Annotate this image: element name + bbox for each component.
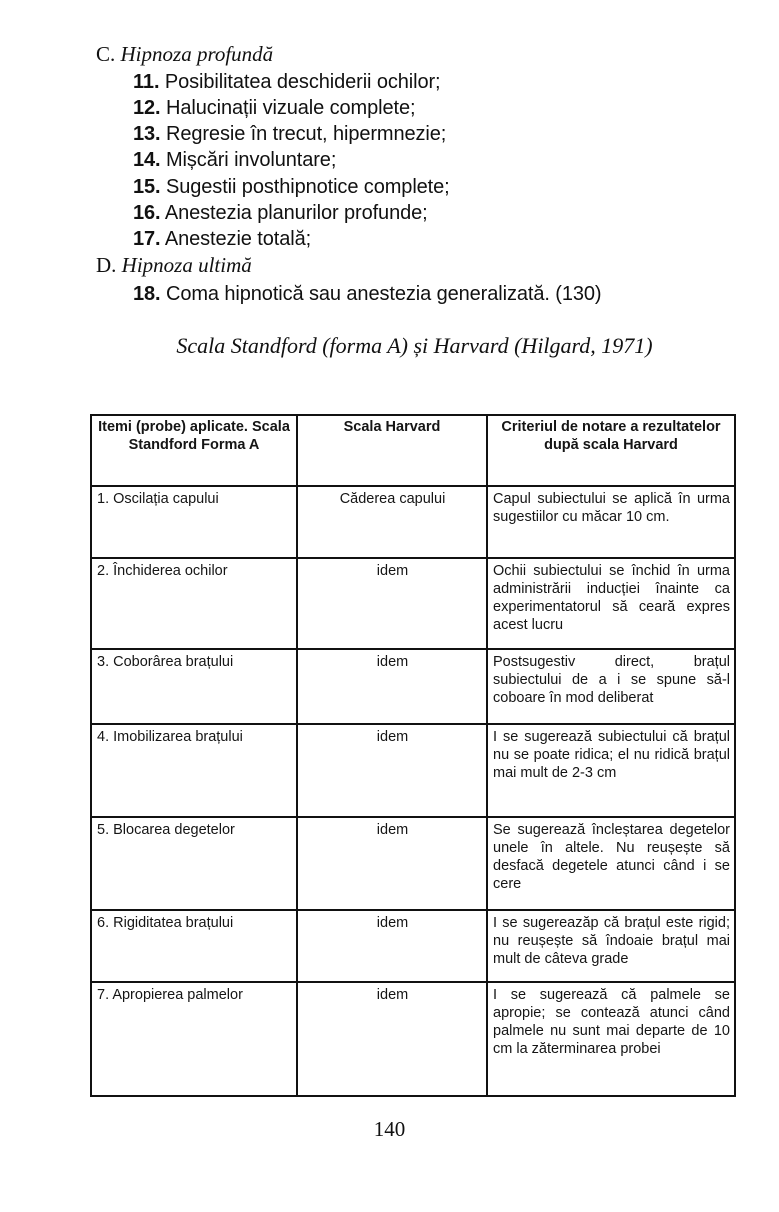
cell-criteria: I se sugereazăp că brațul este rigid; nu reușește să îndoaie brațul mai mult de câteva grade: [487, 910, 735, 982]
list-item: [133, 148, 336, 172]
item-number: 16.: [133, 202, 161, 224]
section-c-letter: C.: [96, 42, 116, 66]
cell-criteria: Postsugestiv direct, brațul subiectului de a i se spune să-l coboare în mod deliberat: [487, 649, 735, 724]
cell-item: 3. Coborârea brațului: [91, 649, 297, 724]
item-number: 17.: [133, 228, 161, 250]
item-number: 14.: [133, 149, 161, 171]
cell-criteria: I se sugerează subiectului că brațul nu se poate ridica; el nu ridică brațul mai mult de 2-3 cm: [487, 724, 735, 817]
cell-item: 5. Blocarea degetelor: [91, 817, 297, 910]
item-number: 11.: [133, 71, 160, 93]
table-row: [91, 724, 735, 817]
list-item: [133, 70, 441, 94]
table-row: [91, 910, 735, 982]
item-number: 12.: [133, 97, 161, 119]
header-criteria: Criteriul de notare a rezultatelor după scala Harvard: [487, 415, 735, 486]
list-item: [133, 175, 450, 199]
section-c-title: Hipnoza profundă: [120, 42, 274, 66]
item-text: Halucinații vizuale complete;: [165, 97, 416, 119]
cell-harvard: idem: [297, 558, 487, 649]
hypnosis-scale-table: [90, 414, 736, 1097]
cell-criteria: Ochii subiectului se închid în urma administrării inducției înainte ca experimentatorul să ceară expres acest lucru: [487, 558, 735, 649]
list-item: [133, 96, 415, 120]
cell-criteria: Capul subiectului se aplică în urma sugestiilor cu măcar 10 cm.: [487, 486, 735, 558]
table-caption: Scala Standford (forma A) și Harvard (Hilgard, 1971): [176, 333, 653, 358]
list-item: [133, 201, 428, 225]
header-harvard: Scala Harvard: [297, 415, 487, 486]
cell-criteria: I se sugerează că palmele se apropie; se contează atunci când palmele nu sunt mai departe de 10 cm la zăterminarea probei: [487, 982, 735, 1096]
item-number: 13.: [133, 123, 161, 145]
cell-item: 6. Rigiditatea brațului: [91, 910, 297, 982]
cell-item: 1. Oscilația capului: [91, 486, 297, 558]
cell-harvard: idem: [297, 910, 487, 982]
table-row: [91, 982, 735, 1096]
item-text: Coma hipnotică sau anestezia generalizată. (130): [165, 283, 602, 305]
section-d-letter: D.: [96, 253, 117, 277]
cell-item: 7. Apropierea palmelor: [91, 982, 297, 1096]
cell-harvard: idem: [297, 649, 487, 724]
item-number: 18.: [133, 283, 161, 305]
cell-item: 4. Imobilizarea brațului: [91, 724, 297, 817]
item-text: Regresie în trecut, hipermnezie;: [165, 123, 447, 145]
section-c-heading: [96, 42, 273, 66]
cell-item: 2. Închiderea ochilor: [91, 558, 297, 649]
item-text: Mișcări involuntare;: [165, 149, 337, 171]
cell-harvard: idem: [297, 724, 487, 817]
cell-harvard: idem: [297, 817, 487, 910]
item-number: 15.: [133, 176, 161, 198]
cell-harvard: idem: [297, 982, 487, 1096]
table-header-row: [91, 415, 735, 486]
list-item: [133, 227, 311, 251]
table-row: [91, 558, 735, 649]
list-item: [133, 122, 446, 146]
page-number: 140: [373, 1117, 406, 1141]
item-text: Anestezie totală;: [164, 228, 312, 250]
section-d-heading: [96, 253, 252, 277]
section-d-title: Hipnoza ultimă: [121, 253, 252, 277]
item-text: Sugestii posthipnotice complete;: [165, 176, 450, 198]
table-row: [91, 486, 735, 558]
list-item: [133, 282, 601, 306]
table-row: [91, 649, 735, 724]
cell-criteria: Se sugerează încleștarea degetelor unele în altele. Nu reușește să desfacă degetele atunci când i se cere: [487, 817, 735, 910]
cell-harvard: Căderea capului: [297, 486, 487, 558]
table-row: [91, 817, 735, 910]
header-items: Itemi (probe) aplicate. Scala Standford Forma A: [91, 415, 297, 486]
item-text: Anestezia planurilor profunde;: [164, 202, 428, 224]
item-text: Posibilitatea deschiderii ochilor;: [164, 71, 441, 93]
